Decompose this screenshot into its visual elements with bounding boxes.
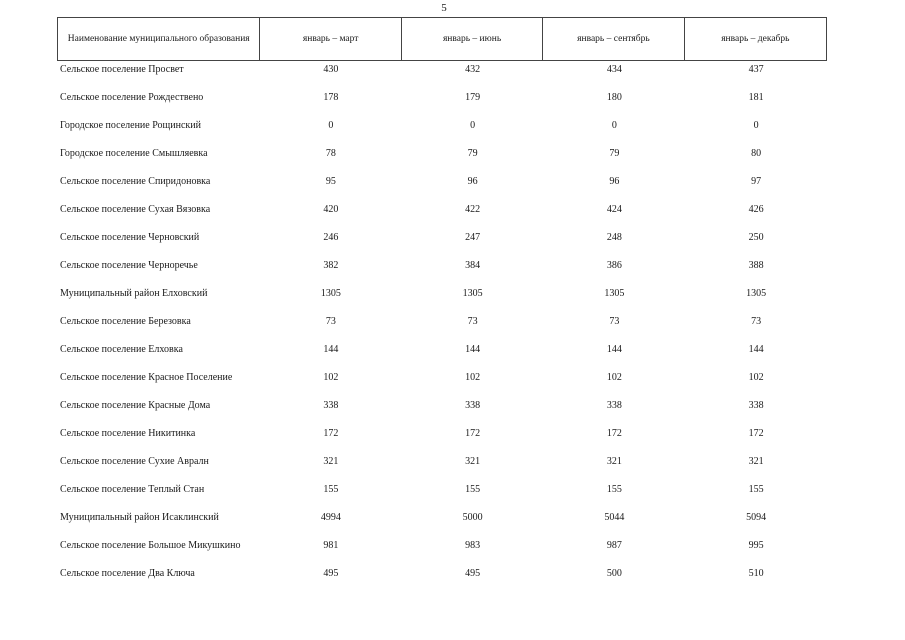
row-value: 995 (748, 540, 764, 551)
row-value: 495 (465, 568, 481, 579)
row-value: 144 (323, 344, 339, 355)
row-value: 172 (323, 428, 339, 439)
row-value: 338 (606, 400, 622, 411)
row-value: 983 (465, 540, 481, 551)
column-header-q1: январь – март (260, 18, 401, 60)
table-row (57, 510, 827, 538)
table-row (57, 230, 827, 258)
row-value: 0 (753, 120, 759, 131)
row-value: 247 (465, 232, 481, 243)
table-body (57, 62, 827, 594)
row-value: 1305 (604, 288, 625, 299)
row-value: 384 (465, 260, 481, 271)
table-row (57, 566, 827, 594)
row-name: Сельское поселение Сухие Авралн (60, 456, 209, 467)
row-value: 172 (606, 428, 622, 439)
row-value: 388 (748, 260, 764, 271)
table-row (57, 314, 827, 342)
row-value: 1305 (746, 288, 767, 299)
row-name: Сельское поселение Черноречье (60, 260, 198, 271)
table-row (57, 538, 827, 566)
row-name: Сельское поселение Просвет (60, 64, 184, 75)
row-name: Сельское поселение Два Ключа (60, 568, 195, 579)
row-value: 95 (325, 176, 336, 187)
column-header-9m: январь – сентябрь (543, 18, 684, 60)
row-value: 181 (748, 92, 764, 103)
column-header-year: январь – декабрь (721, 34, 790, 44)
table-row (57, 174, 827, 202)
row-value: 73 (325, 316, 336, 327)
row-name: Муниципальный район Исаклинский (60, 512, 219, 523)
table-row (57, 258, 827, 286)
row-name: Городское поселение Рощинский (60, 120, 201, 131)
row-value: 321 (606, 456, 622, 467)
row-value: 0 (470, 120, 476, 131)
row-value: 78 (325, 148, 336, 159)
table-row (57, 426, 827, 454)
row-value: 338 (748, 400, 764, 411)
row-name: Муниципальный район Елховский (60, 288, 208, 299)
row-value: 0 (328, 120, 334, 131)
row-value: 987 (606, 540, 622, 551)
row-value: 5044 (604, 512, 625, 523)
row-value: 321 (465, 456, 481, 467)
row-value: 102 (465, 372, 481, 383)
row-value: 422 (465, 204, 481, 215)
row-value: 432 (465, 64, 481, 75)
row-value: 386 (606, 260, 622, 271)
row-value: 437 (748, 64, 764, 75)
row-value: 80 (751, 148, 762, 159)
row-value: 102 (606, 372, 622, 383)
row-value: 144 (606, 344, 622, 355)
row-value: 155 (606, 484, 622, 495)
row-value: 382 (323, 260, 339, 271)
row-value: 321 (748, 456, 764, 467)
row-name: Сельское поселение Рождествено (60, 92, 204, 103)
table-row (57, 202, 827, 230)
column-header-name: Наименование муниципального образования (58, 18, 260, 60)
row-value: 79 (609, 148, 620, 159)
column-header-h1: январь – июнь (402, 18, 543, 60)
table-row (57, 454, 827, 482)
row-value: 73 (751, 316, 762, 327)
table-row (57, 342, 827, 370)
row-value: 144 (748, 344, 764, 355)
row-value: 73 (609, 316, 620, 327)
table-row (57, 482, 827, 510)
table-row (57, 62, 827, 90)
row-value: 155 (465, 484, 481, 495)
row-value: 172 (465, 428, 481, 439)
table-row (57, 90, 827, 118)
row-name: Сельское поселение Никитинка (60, 428, 196, 439)
row-value: 434 (606, 64, 622, 75)
page-number: 5 (441, 2, 447, 14)
row-name: Сельское поселение Березовка (60, 316, 191, 327)
row-value: 180 (606, 92, 622, 103)
table-header (57, 17, 827, 61)
row-name: Сельское поселение Спиридоновка (60, 176, 211, 187)
row-value: 495 (323, 568, 339, 579)
row-value: 96 (467, 176, 478, 187)
row-name: Сельское поселение Большое Микушкино (60, 540, 241, 551)
row-name: Сельское поселение Теплый Стан (60, 484, 205, 495)
row-value: 5094 (746, 512, 767, 523)
table-row (57, 370, 827, 398)
row-name: Сельское поселение Красное Поселение (60, 372, 233, 383)
row-value: 338 (323, 400, 339, 411)
row-value: 79 (467, 148, 478, 159)
row-value: 97 (751, 176, 762, 187)
row-value: 0 (611, 120, 617, 131)
row-value: 179 (465, 92, 481, 103)
table-row (57, 286, 827, 314)
row-value: 1305 (462, 288, 483, 299)
row-name: Сельское поселение Елховка (60, 344, 183, 355)
row-value: 4994 (320, 512, 341, 523)
row-value: 5000 (462, 512, 483, 523)
row-value: 102 (323, 372, 339, 383)
row-value: 430 (323, 64, 339, 75)
row-name: Сельское поселение Красные Дома (60, 400, 211, 411)
row-value: 510 (748, 568, 764, 579)
table-row (57, 118, 827, 146)
row-value: 96 (609, 176, 620, 187)
row-value: 500 (606, 568, 622, 579)
row-value: 155 (323, 484, 339, 495)
row-value: 420 (323, 204, 339, 215)
row-value: 981 (323, 540, 339, 551)
table-row (57, 398, 827, 426)
row-value: 246 (323, 232, 339, 243)
row-value: 338 (465, 400, 481, 411)
row-value: 424 (606, 204, 622, 215)
row-name: Городское поселение Смышляевка (60, 148, 208, 159)
row-name: Сельское поселение Сухая Вязовка (60, 204, 211, 215)
row-value: 73 (467, 316, 478, 327)
row-value: 172 (748, 428, 764, 439)
row-value: 250 (748, 232, 764, 243)
row-value: 321 (323, 456, 339, 467)
row-name: Сельское поселение Черновский (60, 232, 200, 243)
row-value: 178 (323, 92, 339, 103)
row-value: 248 (606, 232, 622, 243)
row-value: 426 (748, 204, 764, 215)
row-value: 144 (465, 344, 481, 355)
row-value: 155 (748, 484, 764, 495)
row-value: 1305 (320, 288, 341, 299)
table-row (57, 146, 827, 174)
row-value: 102 (748, 372, 764, 383)
